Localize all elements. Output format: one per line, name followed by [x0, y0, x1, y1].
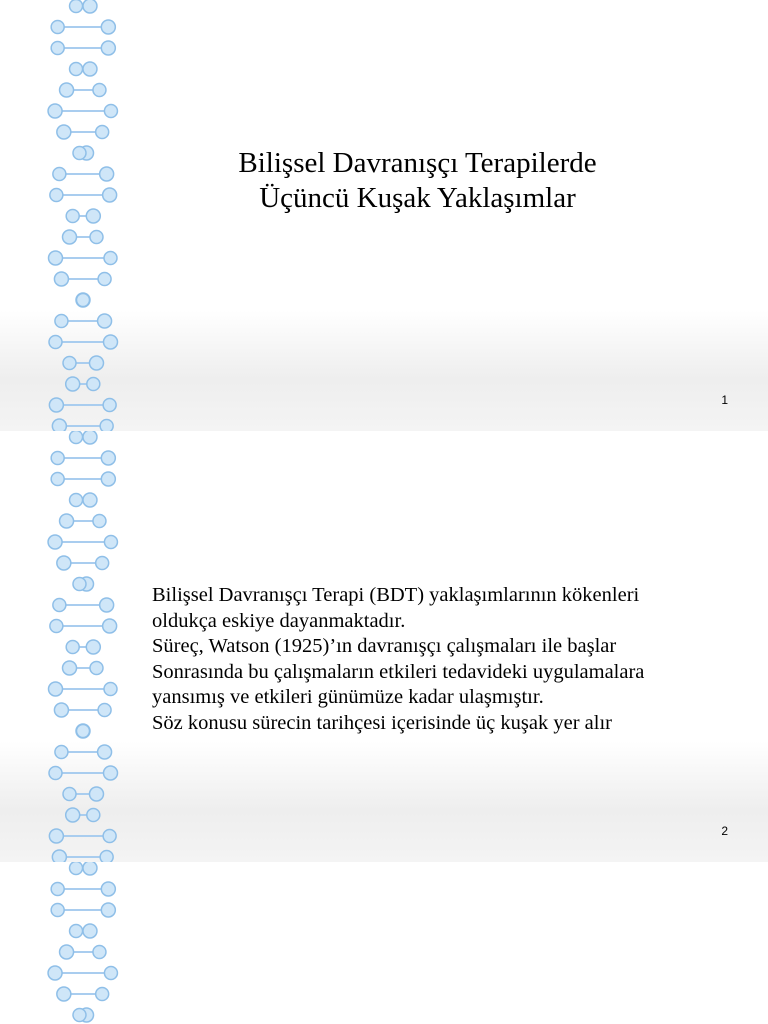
page-number: 2	[721, 824, 728, 838]
slide-body-text	[152, 583, 742, 737]
title-line-2: Üçüncü Kuşak Yaklaşımlar	[259, 182, 576, 214]
slide-3	[0, 862, 768, 1024]
body-line: Sonrasında bu çalışmaların etkileri tedavideki uygulamalara	[152, 660, 645, 683]
page-number: 1	[721, 393, 728, 407]
body-line: Söz konusu sürecin tarihçesi içerisinde üç kuşak yer alır	[152, 711, 612, 734]
dna-helix-icon	[38, 862, 128, 1024]
body-line: oldukça eskiye dayanmaktadır.	[152, 609, 406, 632]
dna-helix-icon	[38, 431, 128, 862]
dna-helix-icon	[38, 0, 128, 431]
slide-1	[0, 0, 768, 431]
title-line-1: Bilişsel Davranışçı Terapilerde	[238, 147, 597, 179]
dna-helix-icon	[38, 0, 128, 431]
body-line: Bilişsel Davranışçı Terapi (BDT) yaklaşımlarının kökenleri	[152, 584, 640, 606]
slide-title	[200, 146, 635, 216]
dna-helix-icon	[38, 431, 128, 862]
body-line: Süreç, Watson (1925)’ın davranışçı çalışmaları ile başlar	[152, 635, 617, 658]
body-line: yansımış ve etkileri günümüze kadar ulaşmıştır.	[152, 686, 544, 709]
dna-helix-icon	[38, 862, 128, 1024]
